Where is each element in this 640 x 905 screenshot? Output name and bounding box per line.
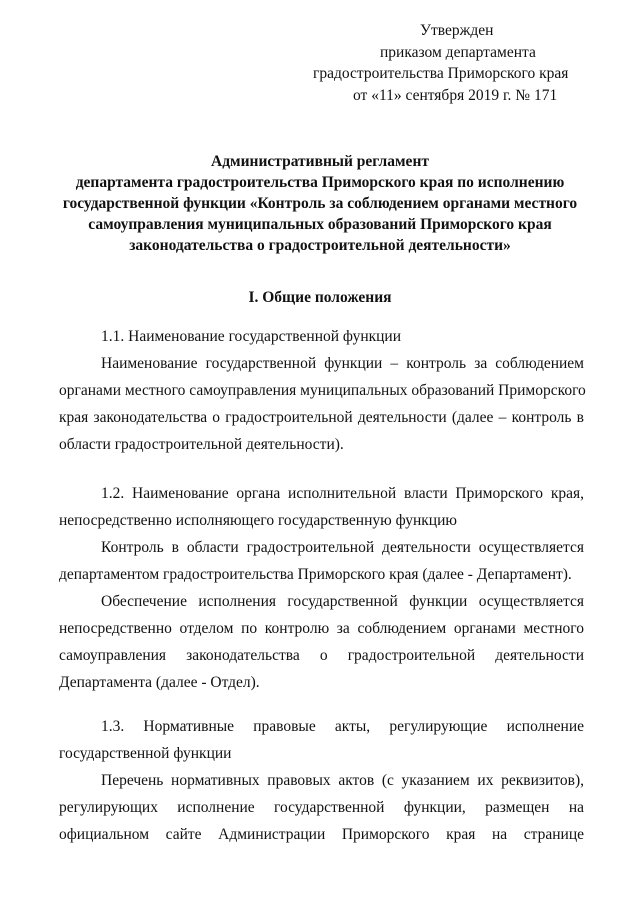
text-line: Наименование государственной функции – контроль за соблюдением: [101, 355, 584, 372]
subsection-heading: 1.3. Нормативные правовые акты, регулирующие исполнение: [101, 718, 584, 735]
title-line: Административный регламент: [211, 153, 429, 170]
text-line: Контроль в области градостроительной деятельности осуществляется: [101, 539, 584, 556]
subsection-heading: 1.1. Наименование государственной функции: [101, 328, 402, 345]
subsection-heading: государственной функции: [59, 745, 232, 762]
document-title: [55, 151, 585, 256]
title-line: государственной функции «Контроль за соблюдением органами местного: [62, 195, 578, 212]
text-line: департаментом градостроительства Приморского края (далее - Департамент).: [59, 566, 572, 583]
title-line: самоуправления муниципальных образований Приморского края: [88, 216, 552, 233]
text-line: органами местного самоуправления муниципальных образований Приморского: [59, 382, 586, 399]
text-line: Департамента (далее - Отдел).: [59, 674, 260, 691]
text-line: непосредственно отделом по контролю за соблюдением органами местного: [59, 620, 584, 637]
subsection-heading: 1.2. Наименование органа исполнительной власти Приморского края,: [101, 485, 584, 502]
subsection-1-3: [59, 713, 584, 848]
section-heading: I. Общие положения: [248, 289, 392, 306]
approval-line: приказом департамента: [380, 43, 536, 61]
approval-line: от «11» сентября 2019 г. № 171: [353, 86, 558, 104]
text-line: регулирующих исполнение государственной функции, размещен на: [59, 799, 584, 816]
title-line: законодательства о градостроительной деятельности»: [129, 237, 511, 254]
subsection-heading: непосредственно исполняющего государственную функцию: [59, 512, 457, 529]
approval-line: градостроительства Приморского края: [313, 65, 569, 82]
text-line: области градостроительной деятельности).: [59, 436, 344, 453]
text-line: официальном сайте Администрации Приморского края на странице: [59, 826, 584, 843]
approval-stamp: [300, 20, 600, 106]
title-line: департамента градостроительства Приморского края по исполнению: [75, 174, 565, 191]
text-line: самоуправления законодательства о градостроительной деятельности: [59, 647, 584, 664]
text-line: Обеспечение исполнения государственной функции осуществляется: [101, 593, 584, 610]
text-line: Перечень нормативных правовых актов (с указанием их реквизитов),: [101, 772, 584, 789]
subsection-1-1: [59, 323, 584, 458]
text-line: края законодательства о градостроительной деятельности (далее – контроль в: [59, 409, 584, 426]
approval-line: Утвержден: [420, 22, 494, 39]
subsection-1-2: [59, 480, 584, 696]
